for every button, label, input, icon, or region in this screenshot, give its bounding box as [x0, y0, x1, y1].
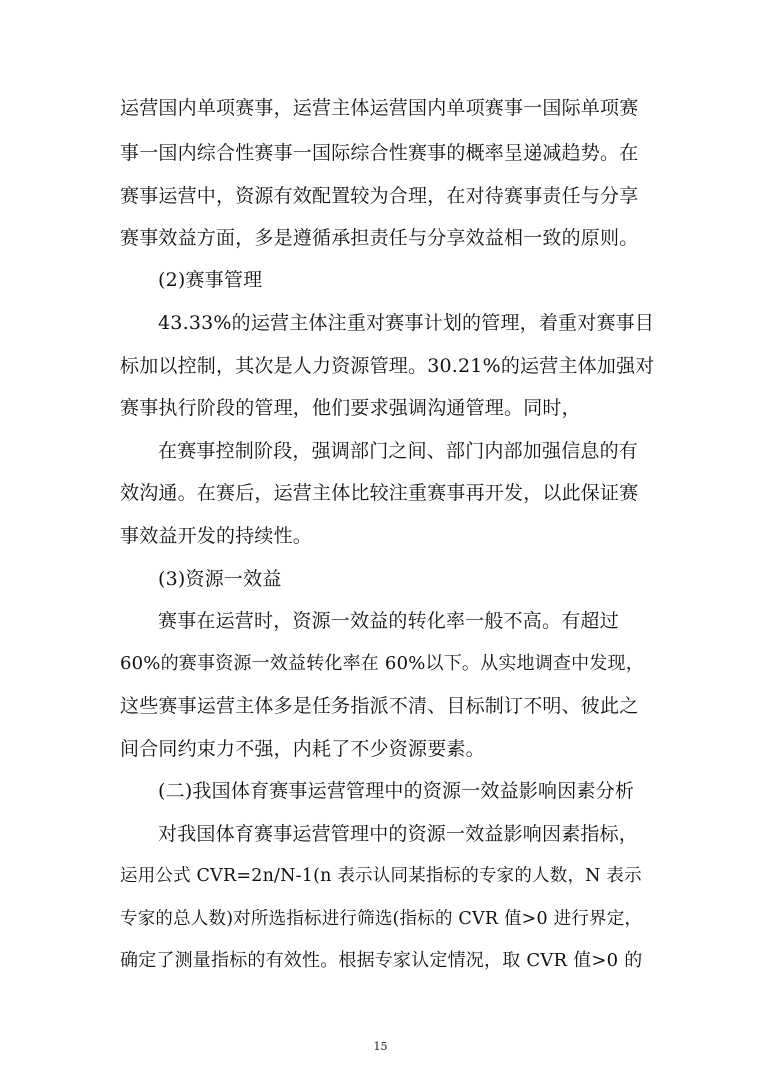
body-text-line: 43.33%的运营主体注重对赛事计划的管理，着重对赛事目 — [158, 312, 655, 334]
body-text-line: 赛事效益方面，多是遵循承担责任与分享效益相一致的原则。 — [120, 227, 639, 249]
body-text-line: 事一国内综合性赛事一国际综合性赛事的概率呈递减趋势。在 — [120, 142, 639, 164]
body-text-line: 运营国内单项赛事，运营主体运营国内单项赛事一国际单项赛 — [120, 97, 639, 119]
body-text-line: 赛事运营中，资源有效配置较为合理，在对待赛事责任与分享 — [120, 185, 639, 207]
body-text-line: 运用公式 CVR=2n/N-1(n 表示认同某指标的专家的人数，N 表示 — [120, 866, 642, 886]
body-text-line: 效沟通。在赛后，运营主体比较注重赛事再开发，以此保证赛 — [120, 482, 639, 504]
body-text-line: 标加以控制，其次是人力资源管理。30.21%的运营主体加强对 — [120, 355, 655, 377]
section-heading: (2)赛事管理 — [158, 269, 263, 291]
body-text-line: 赛事在运营时，资源一效益的转化率一般不高。有超过 — [158, 610, 619, 632]
body-text-line: 赛事执行阶段的管理，他们要求强调沟通管理。同时， — [120, 397, 581, 419]
body-text-line: 事效益开发的持续性。 — [120, 525, 313, 547]
body-text-line: 对我国体育赛事运营管理中的资源一效益影响因素指标， — [158, 823, 639, 845]
body-text-line: 在赛事控制阶段，强调部门之间、部门内部加强信息的有 — [158, 440, 639, 462]
body-text-line: 这些赛事运营主体多是任务指派不清、目标制订不明、彼此之 — [120, 695, 639, 717]
page-number: 15 — [373, 1040, 388, 1053]
body-text-line: 60%的赛事资源一效益转化率在 60%以下。从实地调查中发现， — [120, 653, 644, 674]
body-text-line: 专家的总人数)对所选指标进行筛选(指标的 CVR 值>0 进行界定， — [120, 909, 643, 929]
body-text-line: 确定了测量指标的有效性。根据专家认定情况，取 CVR 值>0 的 — [120, 950, 643, 971]
body-text-line: 间合同约束力不强，内耗了不少资源要素。 — [120, 738, 485, 760]
section-heading: (二)我国体育赛事运营管理中的资源一效益影响因素分析 — [158, 780, 635, 802]
section-heading: (3)资源一效益 — [158, 568, 282, 590]
